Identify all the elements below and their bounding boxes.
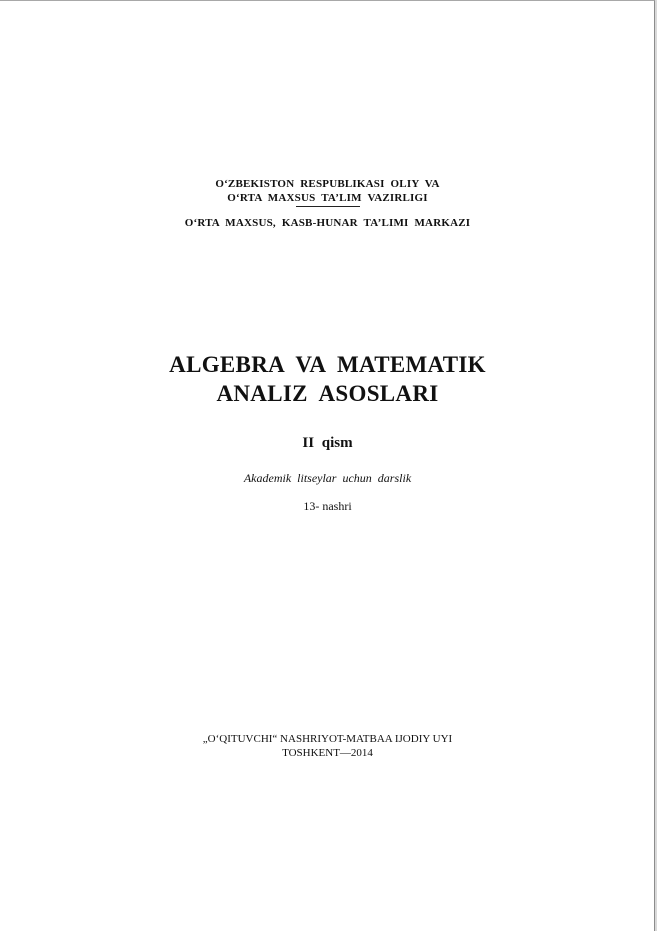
ministry-line-2: O‘RTA MAXSUS TA’LIM VAZIRLIGI — [227, 192, 428, 204]
publisher-imprint — [0, 732, 655, 760]
ministry-line-1: O‘ZBEKISTON RESPUBLIKASI OLIY VA — [215, 178, 440, 190]
book-title-line-1: ALGEBRA VA MATEMATIK — [169, 352, 486, 377]
book-subtitle: Akademik litseylar uchun darslik — [243, 471, 412, 485]
book-title — [0, 350, 655, 408]
edition-label: 13- nashri — [303, 499, 352, 513]
center-name: O‘RTA MAXSUS, KASB-HUNAR TA’LIMI MARKAZI — [184, 217, 471, 229]
part-label: II qism — [302, 435, 353, 451]
book-title-line-2: ANALIZ ASOSLARI — [216, 381, 439, 406]
publisher-line-1: „O‘QITUVCHI“ NASHRIYOT-MATBAA IJODIY UYI — [202, 733, 453, 745]
ministry-heading — [0, 177, 655, 205]
publisher-line-2: TOSHKENT—2014 — [282, 747, 373, 759]
ministry-divider — [296, 206, 360, 207]
